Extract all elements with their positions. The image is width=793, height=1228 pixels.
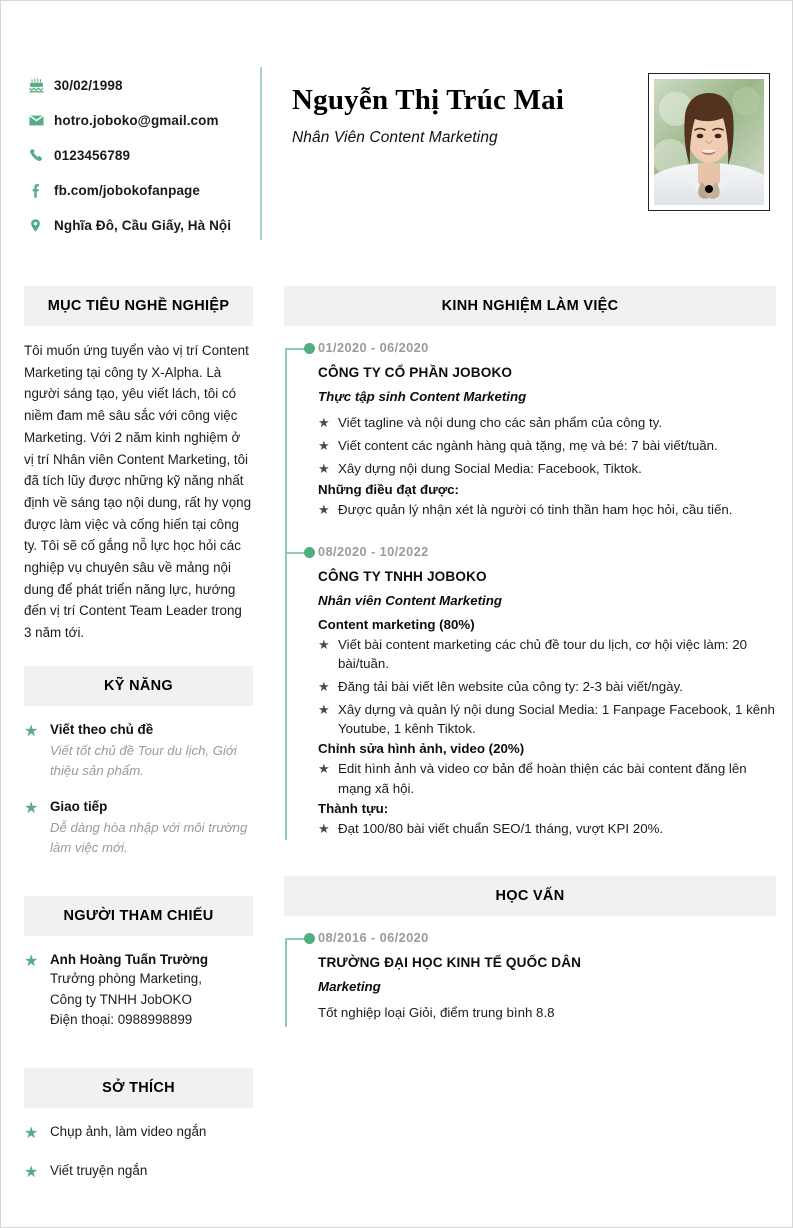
experience-bullet <box>318 500 776 520</box>
bullet-text: Được quản lý nhận xét là người có tinh thần ham học hỏi, cầu tiến. <box>338 501 733 517</box>
skill-name: Giao tiếp <box>50 798 108 814</box>
objective-text: Tôi muốn ứng tuyển vào vị trí Content Marketing tại công ty X-Alpha. Là người sáng tạo, yêu viết lách, tôi có niềm đam mê sâu sắc với công việc Marketing. Với 2 năm kinh nghiệm ở vị trí Nhân viên Content Marketing, tôi đã tích lũy được những kỹ năng nhất định về sáng tạo nội dung, rất hy vọng được làm việc và cống hiến tại công ty. Tôi sẽ cố gắng nỗ lực học hỏi các nghiệp vụ chuyên sâu về mảng nội dung để phát triển năng lực, hướng đến vị trí Content Team Leader trong 3 năm tới. <box>24 343 252 641</box>
candidate-name: Nguyễn Thị Trúc Mai <box>292 84 565 116</box>
star-icon: ★ <box>24 952 39 970</box>
education-timeline <box>284 930 776 1033</box>
star-icon: ★ <box>318 761 330 777</box>
bullet-text: Viết content các ngành hàng quà tặng, mẹ và bé: 7 bài viết/tuần. <box>338 437 718 453</box>
bullet-text: Xây dựng và quản lý nội dung Social Media: 1 Fanpage Facebook, 1 kênh Youtube, 1 kênh Tiktok. <box>338 701 775 737</box>
experience-company: CÔNG TY CỔ PHẦN JOBOKO <box>318 365 513 380</box>
bullet-text: Xây dựng nội dung Social Media: Facebook, Tiktok. <box>338 460 642 476</box>
cv-header <box>17 19 776 250</box>
location-pin-icon <box>24 217 54 234</box>
section-title-hobbies: SỞ THÍCH <box>24 1068 253 1108</box>
star-icon: ★ <box>318 501 330 517</box>
section-title-objective: MỤC TIÊU NGHỀ NGHIỆP <box>24 286 253 326</box>
hobby-label: Viết truyện ngắn <box>50 1163 148 1179</box>
experience-subheading: Thành tựu: <box>318 801 389 817</box>
candidate-photo <box>654 79 764 205</box>
cv-body <box>17 286 776 1200</box>
star-icon: ★ <box>24 799 39 817</box>
experience-date: 08/2020 - 10/2022 <box>318 543 429 559</box>
bullet-text: Viết tagline và nội dung cho các sản phẩm của công ty. <box>338 415 663 430</box>
contact-item-email[interactable] <box>24 110 260 130</box>
skill-item <box>17 797 260 858</box>
education-note: Tốt nghiệp loại Giỏi, điểm trung bình 8.8 <box>318 1005 555 1021</box>
timeline-dot <box>304 547 315 558</box>
education-major: Marketing <box>318 979 381 995</box>
experience-position: Thực tập sinh Content Marketing <box>318 389 527 404</box>
experience-subheading: Content marketing (80%) <box>318 616 475 632</box>
star-icon: ★ <box>318 437 330 453</box>
education-entry <box>318 930 776 1033</box>
contact-value-address: Nghĩa Đô, Cầu Giấy, Hà Nội <box>54 217 232 233</box>
skill-description: Dễ dàng hòa nhập với môi trường làm việc mới. <box>50 820 248 856</box>
hobby-item <box>17 1122 260 1145</box>
experience-entry <box>318 340 776 527</box>
star-icon: ★ <box>318 460 330 476</box>
experience-entry <box>318 544 776 846</box>
reference-item <box>17 950 260 1031</box>
contact-value-birthday: 30/02/1998 <box>54 77 123 93</box>
skill-item <box>17 720 260 781</box>
section-title-references: NGƯỜI THAM CHIẾU <box>24 896 253 936</box>
cv-main <box>260 286 776 1200</box>
reference-line: Công ty TNHH JobOKO <box>50 991 192 1007</box>
cv-sidebar <box>17 286 260 1200</box>
star-icon: ★ <box>318 415 330 430</box>
star-icon: ★ <box>318 636 330 652</box>
experience-bullet <box>318 759 776 798</box>
bullet-text: Viết bài content marketing các chủ đề tour du lịch, cơ hội việc làm: 20 bài/tuần. <box>338 636 748 672</box>
experience-bullet <box>318 436 776 456</box>
experience-bullet <box>318 819 776 839</box>
envelope-icon <box>24 112 54 129</box>
experience-bullet <box>318 677 776 697</box>
hobby-item <box>17 1161 260 1184</box>
star-icon: ★ <box>318 701 330 717</box>
contact-item-facebook[interactable] <box>24 180 260 200</box>
contact-value-facebook: fb.com/jobokofanpage <box>54 182 201 198</box>
section-title-experience: KINH NGHIỆM LÀM VIỆC <box>284 286 776 326</box>
education-school: TRƯỜNG ĐẠI HỌC KINH TẾ QUỐC DÂN <box>318 955 582 971</box>
skill-name: Viết theo chủ đề <box>50 721 154 737</box>
bullet-text: Edit hình ảnh và video cơ bản để hoàn thiện các bài content đăng lên mạng xã hội. <box>338 761 747 796</box>
timeline-line <box>285 349 287 840</box>
star-icon: ★ <box>318 678 330 694</box>
section-title-education: HỌC VẤN <box>284 876 776 916</box>
experience-company: CÔNG TY TNHH JOBOKO <box>318 568 487 584</box>
experience-timeline <box>284 340 776 846</box>
bullet-text: Đạt 100/80 bài viết chuẩn SEO/1 tháng, vượt KPI 20%. <box>338 821 664 837</box>
contact-value-phone: 0123456789 <box>54 147 131 163</box>
timeline-line <box>285 939 287 1027</box>
star-icon: ★ <box>318 821 330 837</box>
contact-item-birthday <box>24 75 260 95</box>
candidate-role: Nhân Viên Content Marketing <box>292 128 498 146</box>
star-icon: ★ <box>24 1164 39 1182</box>
photo-frame <box>648 73 770 211</box>
birthday-cake-icon <box>24 77 54 94</box>
facebook-icon <box>24 182 54 199</box>
contact-list <box>17 67 260 250</box>
experience-subheading: Những điều đạt được: <box>318 481 459 497</box>
education-date: 08/2016 - 06/2020 <box>318 930 429 946</box>
bullet-text: Đăng tải bài viết lên website của công ty: 2-3 bài viết/ngày. <box>338 678 683 694</box>
reference-line: Trưởng phòng Marketing, <box>50 971 202 987</box>
reference-line: Điện thoại: 0988998899 <box>50 1012 193 1028</box>
timeline-dot <box>304 343 315 354</box>
contact-item-phone[interactable] <box>24 145 260 165</box>
experience-bullet <box>318 700 776 739</box>
experience-bullet <box>318 459 776 479</box>
experience-subheading: Chỉnh sửa hình ảnh, video (20%) <box>318 741 525 757</box>
experience-position: Nhân viên Content Marketing <box>318 592 502 608</box>
star-icon: ★ <box>24 1125 39 1143</box>
experience-bullet <box>318 413 776 433</box>
hobby-label: Chụp ảnh, làm video ngắn <box>50 1124 207 1140</box>
identity-block <box>262 67 648 250</box>
timeline-dot <box>304 933 315 944</box>
contact-value-email: hotro.joboko@gmail.com <box>54 112 219 128</box>
section-title-skills: KỸ NĂNG <box>24 666 253 706</box>
contact-item-address <box>24 215 260 235</box>
skill-description: Viết tốt chủ đề Tour du lịch, Giới thiệu sản phẩm. <box>50 743 237 779</box>
experience-bullet <box>318 635 776 674</box>
experience-date: 01/2020 - 06/2020 <box>318 340 429 355</box>
reference-name: Anh Hoàng Tuấn Trường <box>50 951 209 967</box>
phone-icon <box>24 147 54 163</box>
star-icon: ★ <box>24 722 39 740</box>
